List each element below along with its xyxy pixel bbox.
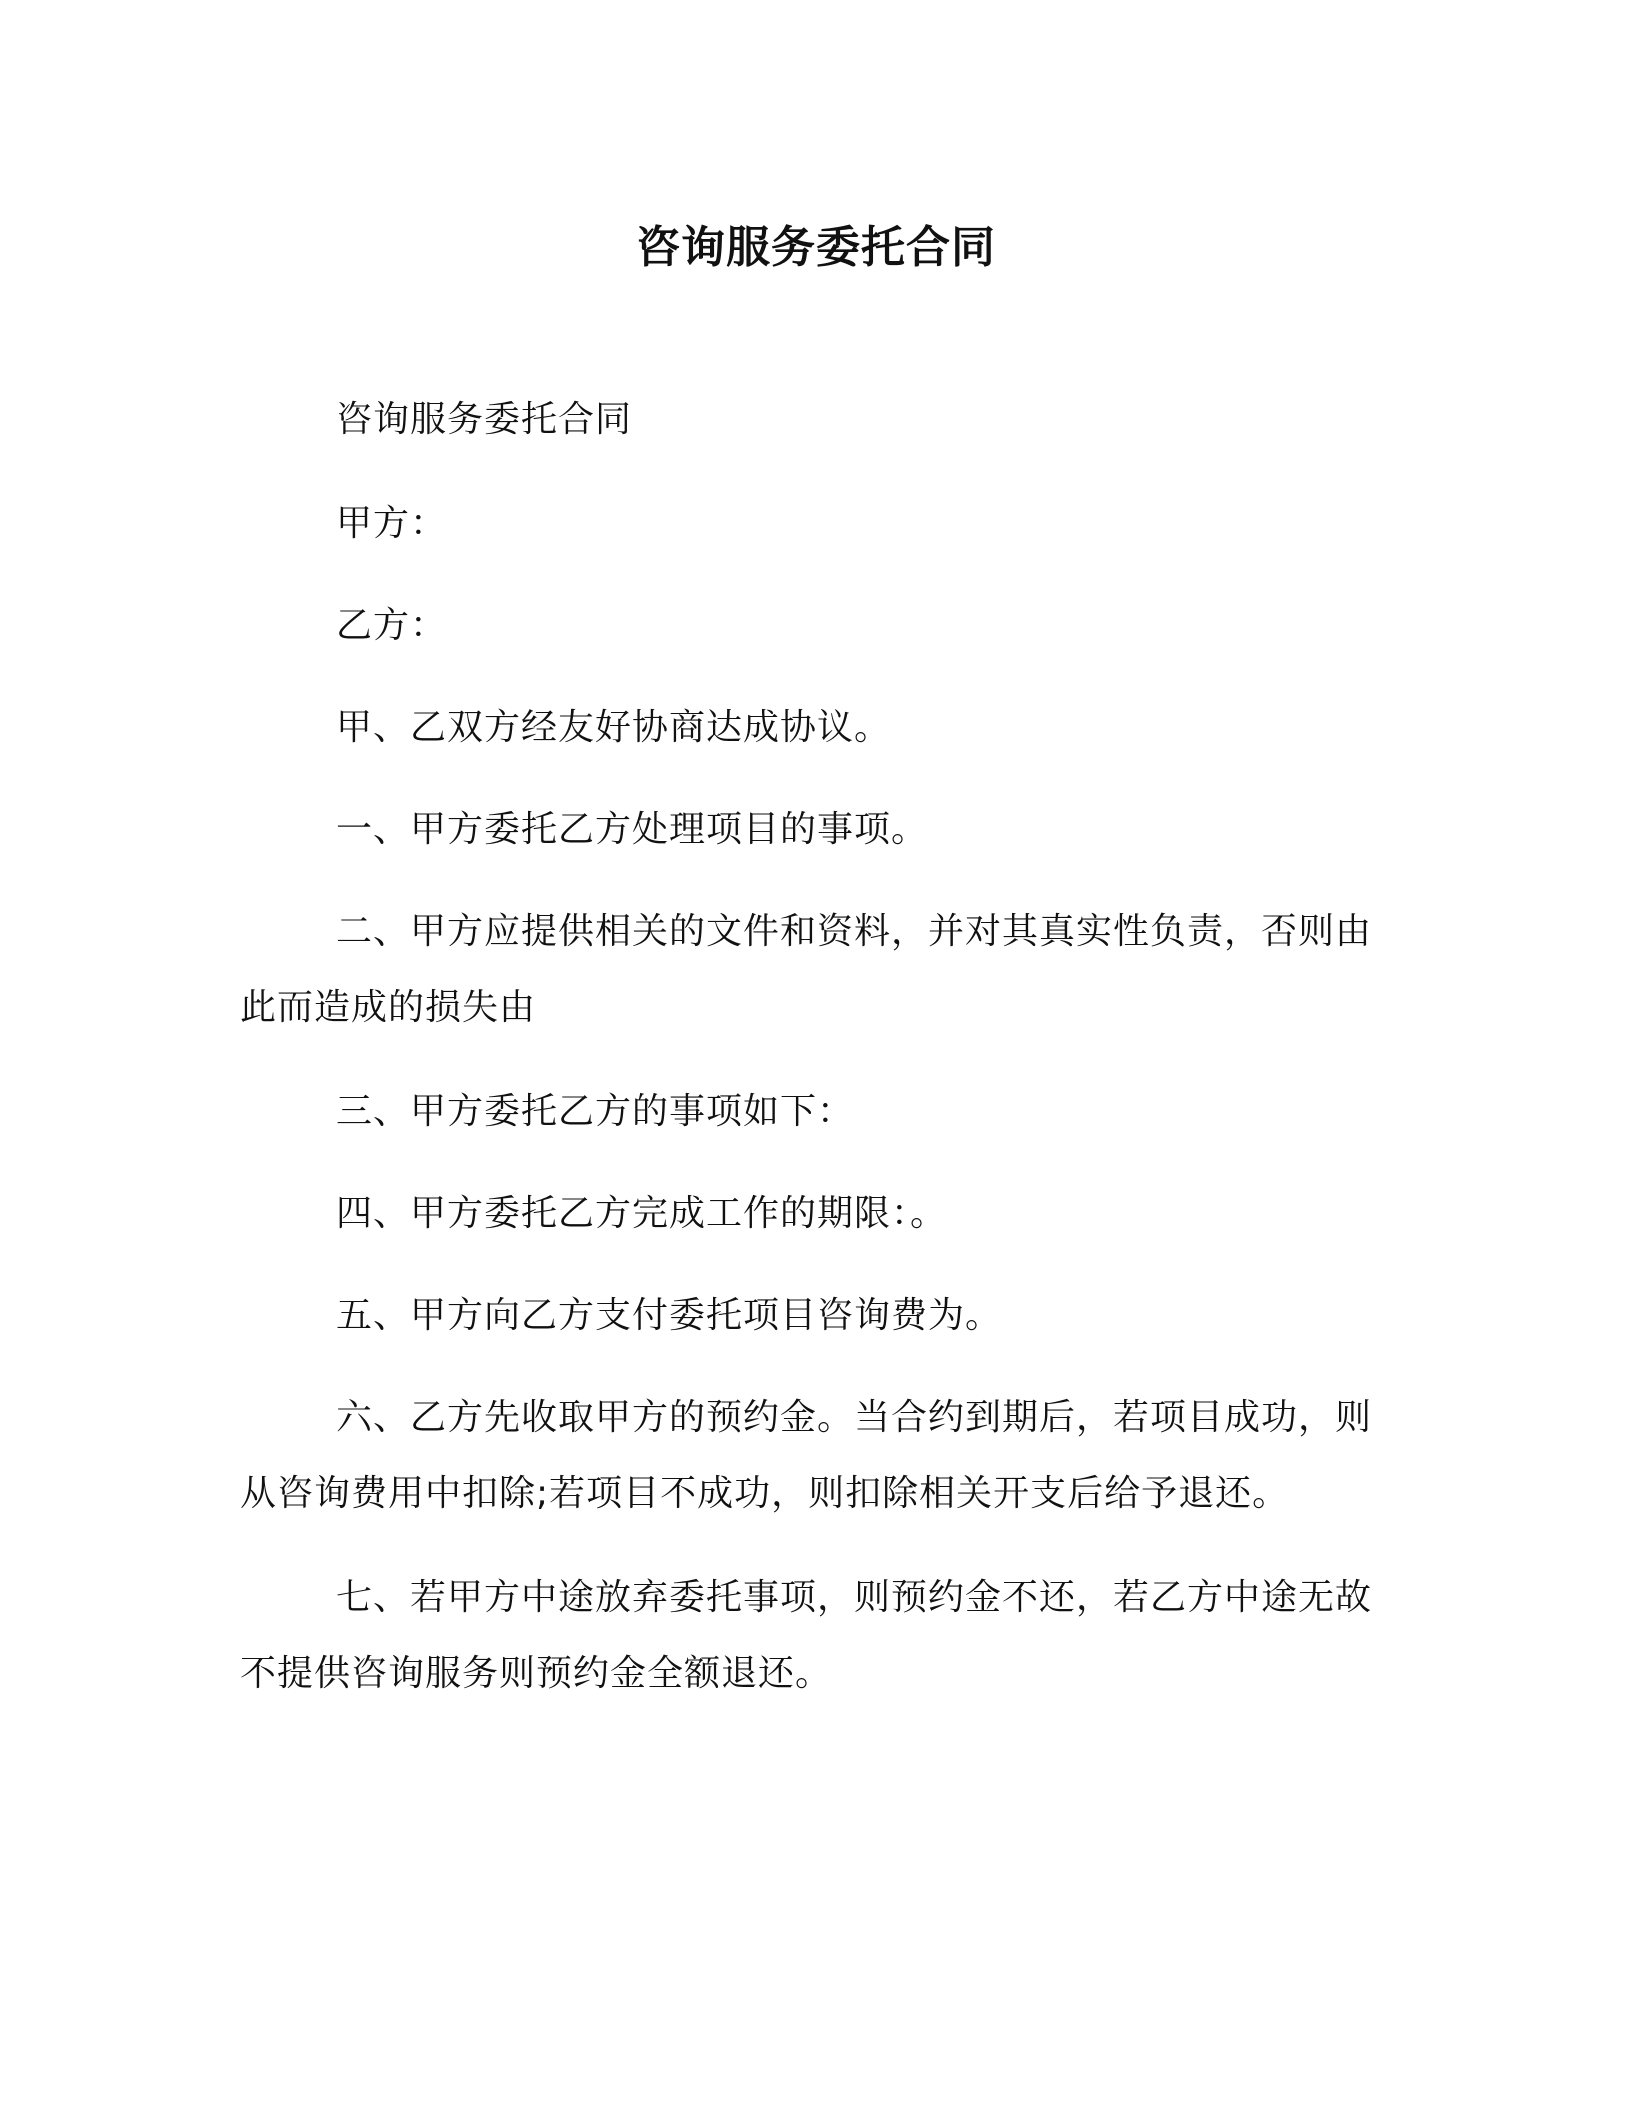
clause-2: 二、甲方应提供相关的文件和资料，并对其真实性负责，否则由此而造成的损失由 (240, 911, 1373, 1028)
paragraph-party-a: 甲方： (336, 503, 448, 544)
clause-1: 一、甲方委托乙方处理项目的事项。 (336, 809, 929, 850)
paragraph-heading: 咨询服务委托合同 (336, 399, 633, 440)
clause-7: 七、若甲方中途放弃委托事项，则预约金不还，若乙方中途无故不提供咨询服务则预约金全额退还。 (240, 1577, 1373, 1694)
clause-6: 六、乙方先收取甲方的预约金。当合约到期后，若项目成功，则从咨询费用中扣除;若项目不成功，则扣除相关开支后给予退还。 (240, 1397, 1373, 1514)
clause-3: 三、甲方委托乙方的事项如下： (336, 1091, 855, 1132)
paragraph-agreement: 甲、乙双方经友好协商达成协议。 (336, 707, 892, 748)
document-title: 咨询服务委托合同 (636, 222, 996, 273)
clause-5: 五、甲方向乙方支付委托项目咨询费为。 (336, 1295, 1003, 1336)
paragraph-party-b: 乙方： (336, 605, 448, 646)
clause-4: 四、甲方委托乙方完成工作的期限：。 (336, 1193, 948, 1234)
